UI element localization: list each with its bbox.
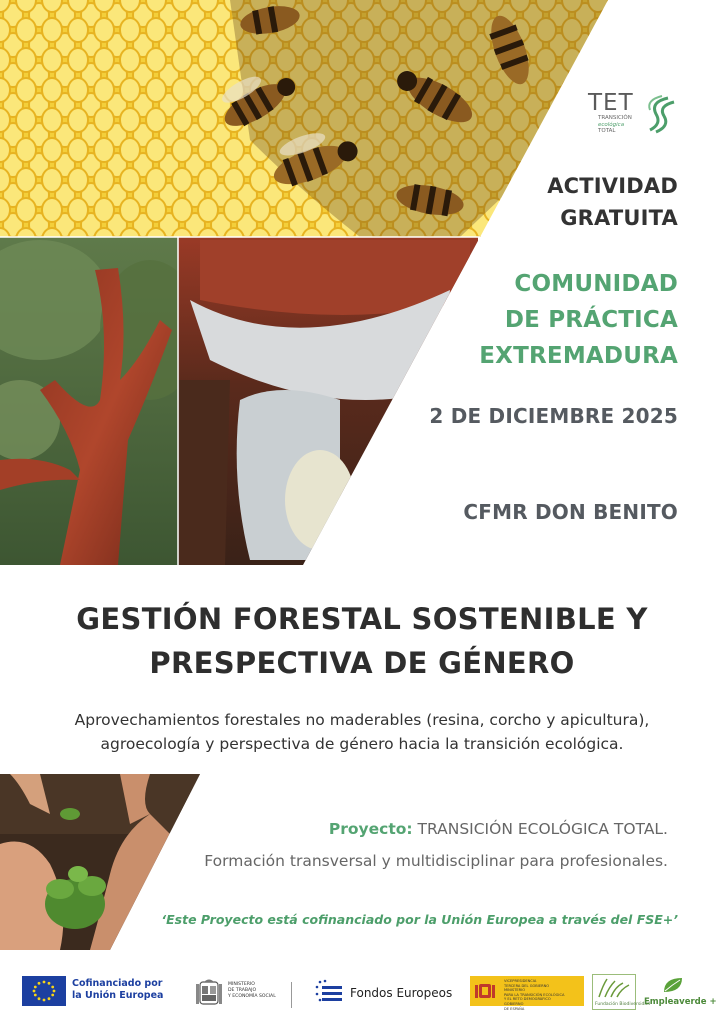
description [30,708,694,756]
gobierno-text [504,979,582,1011]
gob-left1: GOBIERNO [504,1001,524,1006]
tet-sub-line1: TRANSICIÓN [598,115,632,121]
event-date: 2 DE DICIEMBRE 2025 [429,404,678,428]
ministry-text [228,982,276,1000]
project-line [200,820,668,838]
fondos-europeos-icon [314,978,344,1008]
main-title [40,597,684,685]
fondos-europeos-text: Fondos Europeos [350,986,453,1000]
description-line2: agroecología y perspectiva de género hacia la transición ecológica. [100,735,624,753]
activity-line2: GRATUITA [560,206,678,230]
eu-flag-icon [22,976,66,1006]
description-line1: Aprovechamientos forestales no maderables (resina, corcho y apicultura), [74,711,650,729]
ministry-line2: DE TRABAJO [228,988,257,993]
gobierno-logo [470,976,584,1011]
gob-line5: Y EL RETO DEMOGRÁFICO [504,997,551,1002]
ministry-logo [196,974,292,1010]
activity-heading [478,170,678,234]
tet-wordmark: TET [588,90,634,116]
spain-crest-icon [474,980,496,1002]
activity-line1: ACTIVIDAD [547,174,678,198]
footer-logos [0,966,724,1024]
empleaverde-text: Empleaverde + [644,997,717,1007]
community-heading [418,266,678,374]
title-line1: GESTIÓN FORESTAL SOSTENIBLE Y [76,602,648,636]
biodiversidad-text: Fundación Biodiversidad [595,1002,650,1007]
ministry-line1: MINISTERIO [228,982,255,987]
eu-cofinanced-text [72,978,163,1002]
community-line3: EXTREMADURA [479,343,678,369]
cofinancing-note: ‘Este Proyecto está cofinanciado por la Unión Europea a través del FSE+’ [161,912,678,927]
empleaverde-logo [644,976,717,1010]
spain-shield-icon [196,978,222,1008]
gob-left2: DE ESPAÑA [504,1006,525,1011]
tet-subtitle [598,115,648,135]
eu-stars-icon [22,976,66,1006]
ministry-line3: Y ECONOMÍA SOCIAL [228,994,276,999]
eu-line2: la Unión Europea [72,990,164,1001]
tet-swirl-icon [646,94,676,134]
gob-line1: VICEPRESIDENCIA [504,979,537,983]
tet-logo [588,92,678,140]
event-place: CFMR DON BENITO [463,500,678,524]
fundacion-biodiversidad-logo [592,974,650,1010]
gob-line3: MINISTERIO [504,988,526,993]
tet-sub-line2: ecológica [598,121,625,128]
leaf-icon [662,976,684,994]
community-line1: COMUNIDAD [514,271,678,297]
community-line2: DE PRÁCTICA [504,307,678,333]
title-line2: PRESPECTIVA DE GÉNERO [149,646,575,680]
gob-line2: TERCERA DEL GOBIERNO [504,983,550,988]
project-name: TRANSICIÓN ECOLÓGICA TOTAL. [412,820,668,838]
ministry-divider [291,982,292,1008]
project-label: Proyecto: [328,820,413,838]
eu-line1: Cofinanciado por [72,978,163,989]
grass-icon [593,975,635,999]
tet-sub-line3: TOTAL [598,128,616,134]
gob-line4: PARA LA TRANSICIÓN ECOLÓGICA [504,992,565,997]
project-subtitle: Formación transversal y multidisciplinar para profesionales. [204,852,668,870]
